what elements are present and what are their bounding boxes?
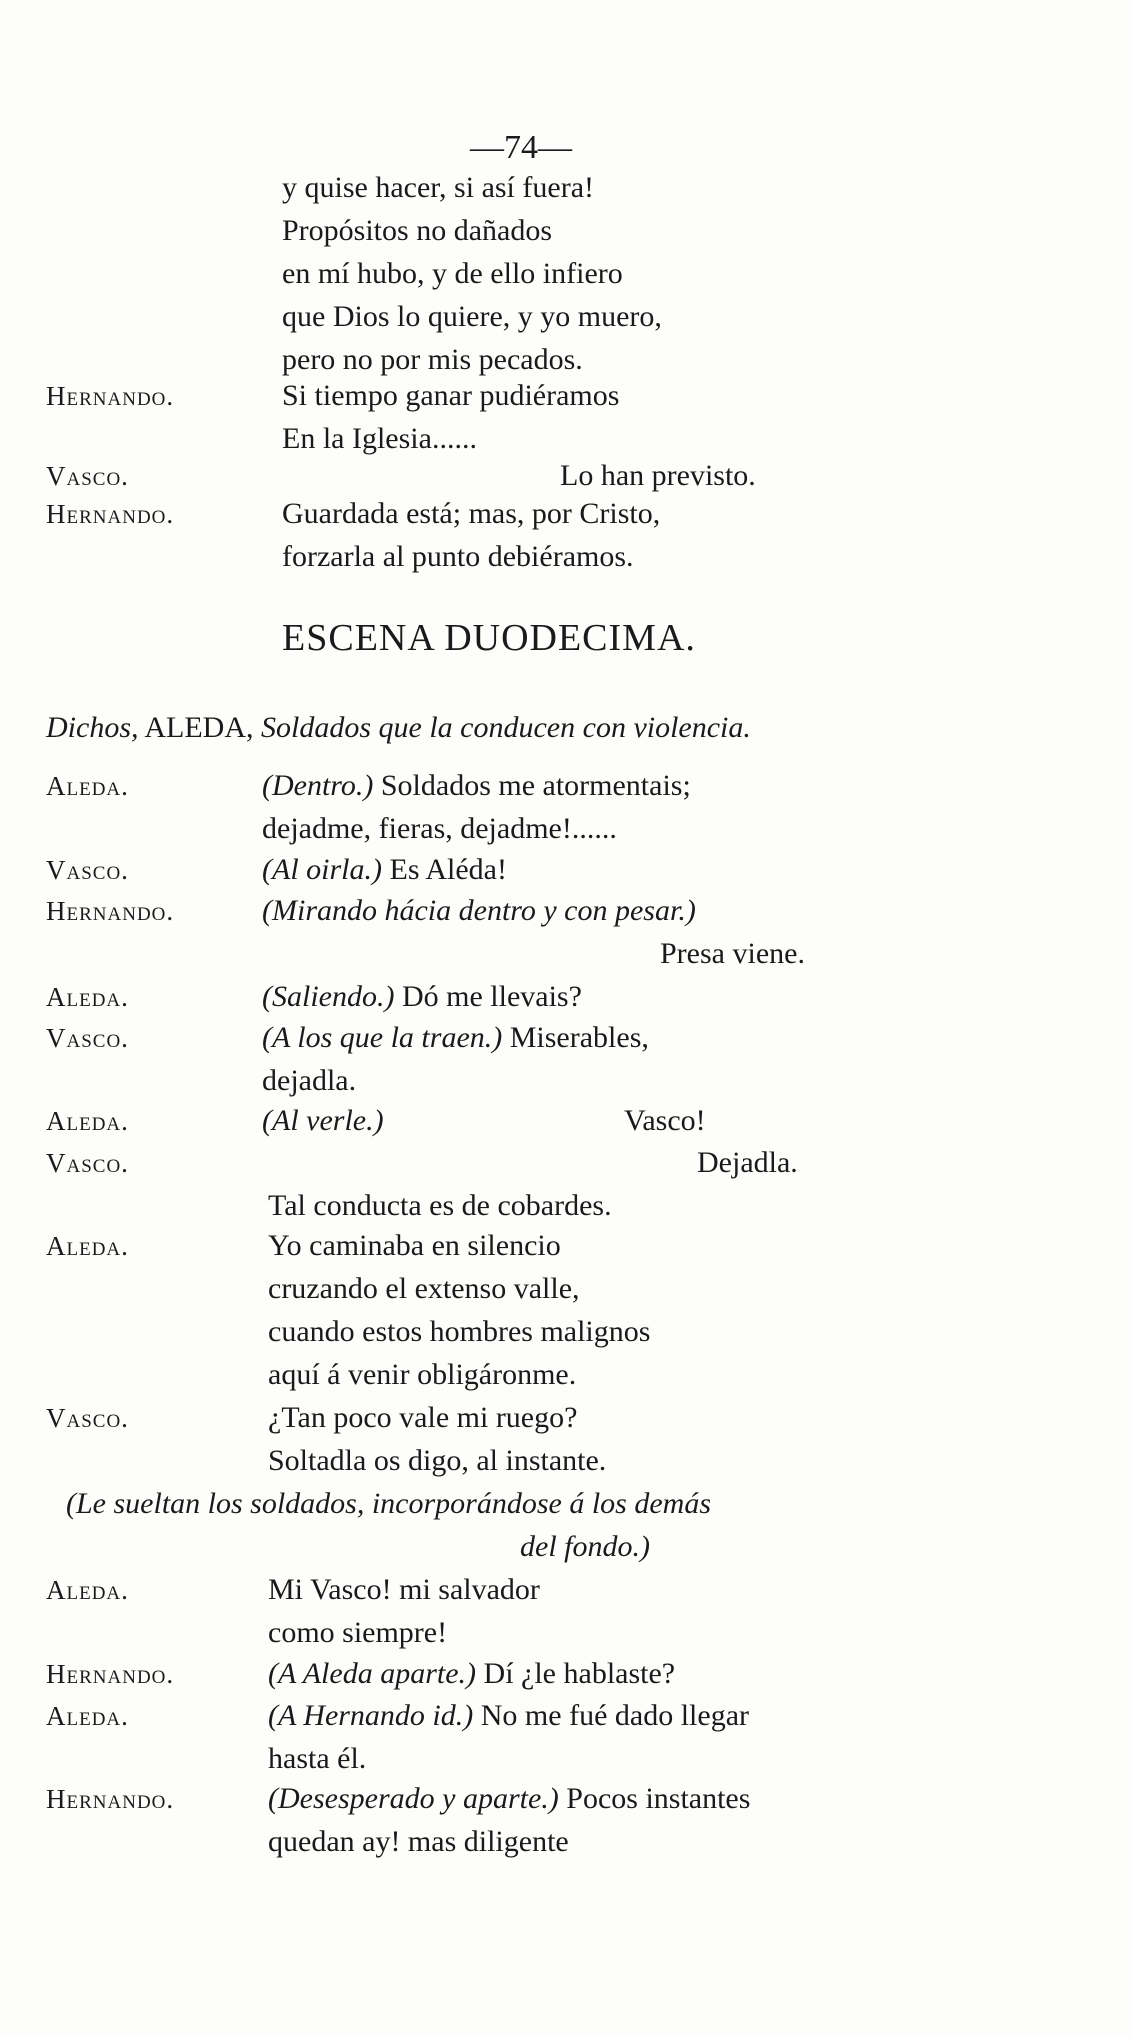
verse-line: [268, 1781, 750, 1817]
speaker-name: Vasco.: [46, 1403, 129, 1433]
verse-line: Mi Vasco! mi salvador: [268, 1573, 540, 1606]
verse-line: aquí á venir obligáronme.: [268, 1358, 577, 1391]
verse-text: Dó me llevais?: [401, 980, 582, 1013]
verse-line: Vasco!: [624, 1104, 706, 1137]
speaker-name: Hernando.: [46, 1784, 175, 1814]
speaker-name: Vasco.: [46, 855, 129, 885]
verse-line: Dejadla.: [697, 1146, 798, 1179]
verse-text: Pocos instantes: [566, 1782, 751, 1815]
verse-line: [262, 768, 691, 804]
speaker-name: Vasco.: [46, 461, 129, 491]
verse-line: dejadla.: [262, 1064, 357, 1097]
stage-direction: del fondo.): [520, 1530, 650, 1563]
verse-text: Es Aléda!: [389, 853, 507, 886]
verse-line: como siempre!: [268, 1616, 448, 1649]
character-name: ALEDA,: [144, 711, 254, 744]
speaker-name: Aleda.: [46, 1106, 129, 1136]
stage-direction: (A los que la traen.): [262, 1021, 503, 1054]
verse-line: en mí hubo, y de ello infiero: [282, 257, 623, 290]
verse-line: y quise hacer, si así fuera!: [282, 171, 594, 204]
verse-line: cuando estos hombres malignos: [268, 1315, 651, 1348]
stage-direction: (Al oirla.): [262, 853, 382, 886]
stage-direction: (A Aleda aparte.): [268, 1657, 477, 1690]
speaker-name: Hernando.: [46, 381, 175, 411]
speaker-name: Vasco.: [46, 1023, 129, 1053]
speaker-name: Hernando.: [46, 499, 175, 529]
verse-line: forzarla al punto debiéramos.: [282, 540, 634, 573]
verse-text: Dí ¿le hablaste?: [483, 1657, 676, 1690]
verse-line: ¿Tan poco vale mi ruego?: [268, 1401, 578, 1434]
verse-line: Yo caminaba en silencio: [268, 1229, 561, 1262]
verse-line: dejadme, fieras, dejadme!......: [262, 812, 617, 845]
stage-direction: (Mirando hácia dentro y con pesar.): [262, 894, 696, 927]
stage-direction: (Le sueltan los soldados, incorporándose á los demás: [66, 1487, 711, 1520]
stage-direction-part: Dichos,: [46, 711, 139, 744]
verse-line: [262, 852, 507, 888]
verse-line: Guardada está; mas, por Cristo,: [282, 497, 661, 530]
verse-line: [262, 1020, 649, 1056]
verse-line: [268, 1656, 675, 1692]
verse-line: hasta él.: [268, 1742, 367, 1775]
stage-direction: (Al verle.): [262, 1104, 384, 1137]
verse-line: Tal conducta es de cobardes.: [268, 1189, 612, 1222]
verse-line: [268, 1698, 749, 1734]
scene-heading: ESCENA DUODECIMA.: [282, 617, 696, 659]
verse-text: Miserables,: [509, 1021, 649, 1054]
verse-text: No me fué dado llegar: [480, 1699, 749, 1732]
speaker-name: Hernando.: [46, 1659, 175, 1689]
stage-direction-part: Soldados que la conducen con violencia.: [261, 711, 751, 744]
verse-line: Lo han previsto.: [560, 459, 756, 492]
speaker-name: Aleda.: [46, 982, 129, 1012]
verse-line: Soltadla os digo, al instante.: [268, 1444, 607, 1477]
verse-line: cruzando el extenso valle,: [268, 1272, 580, 1305]
page-number: —74—: [470, 129, 572, 166]
speaker-name: Aleda.: [46, 1575, 129, 1605]
speaker-name: Hernando.: [46, 896, 175, 926]
stage-direction: (Saliendo.): [262, 980, 395, 1013]
verse-line: que Dios lo quiere, y yo muero,: [282, 300, 662, 333]
speaker-name: Vasco.: [46, 1148, 129, 1178]
verse-line: [262, 979, 582, 1015]
verse-text: Soldados me atormentais;: [380, 769, 691, 802]
verse-line: quedan ay! mas diligente: [268, 1825, 569, 1858]
stage-direction: [46, 710, 751, 746]
verse-line: En la Iglesia......: [282, 422, 477, 455]
verse-line: Propósitos no dañados: [282, 214, 552, 247]
stage-direction: (Dentro.): [262, 769, 374, 802]
verse-line: pero no por mis pecados.: [282, 343, 583, 376]
verse-line: Presa viene.: [660, 937, 805, 970]
speaker-name: Aleda.: [46, 1231, 129, 1261]
speaker-name: Aleda.: [46, 1701, 129, 1731]
stage-direction: (A Hernando id.): [268, 1699, 474, 1732]
speaker-name: Aleda.: [46, 771, 129, 801]
verse-line: Si tiempo ganar pudiéramos: [282, 379, 620, 412]
stage-direction: (Desesperado y aparte.): [268, 1782, 559, 1815]
